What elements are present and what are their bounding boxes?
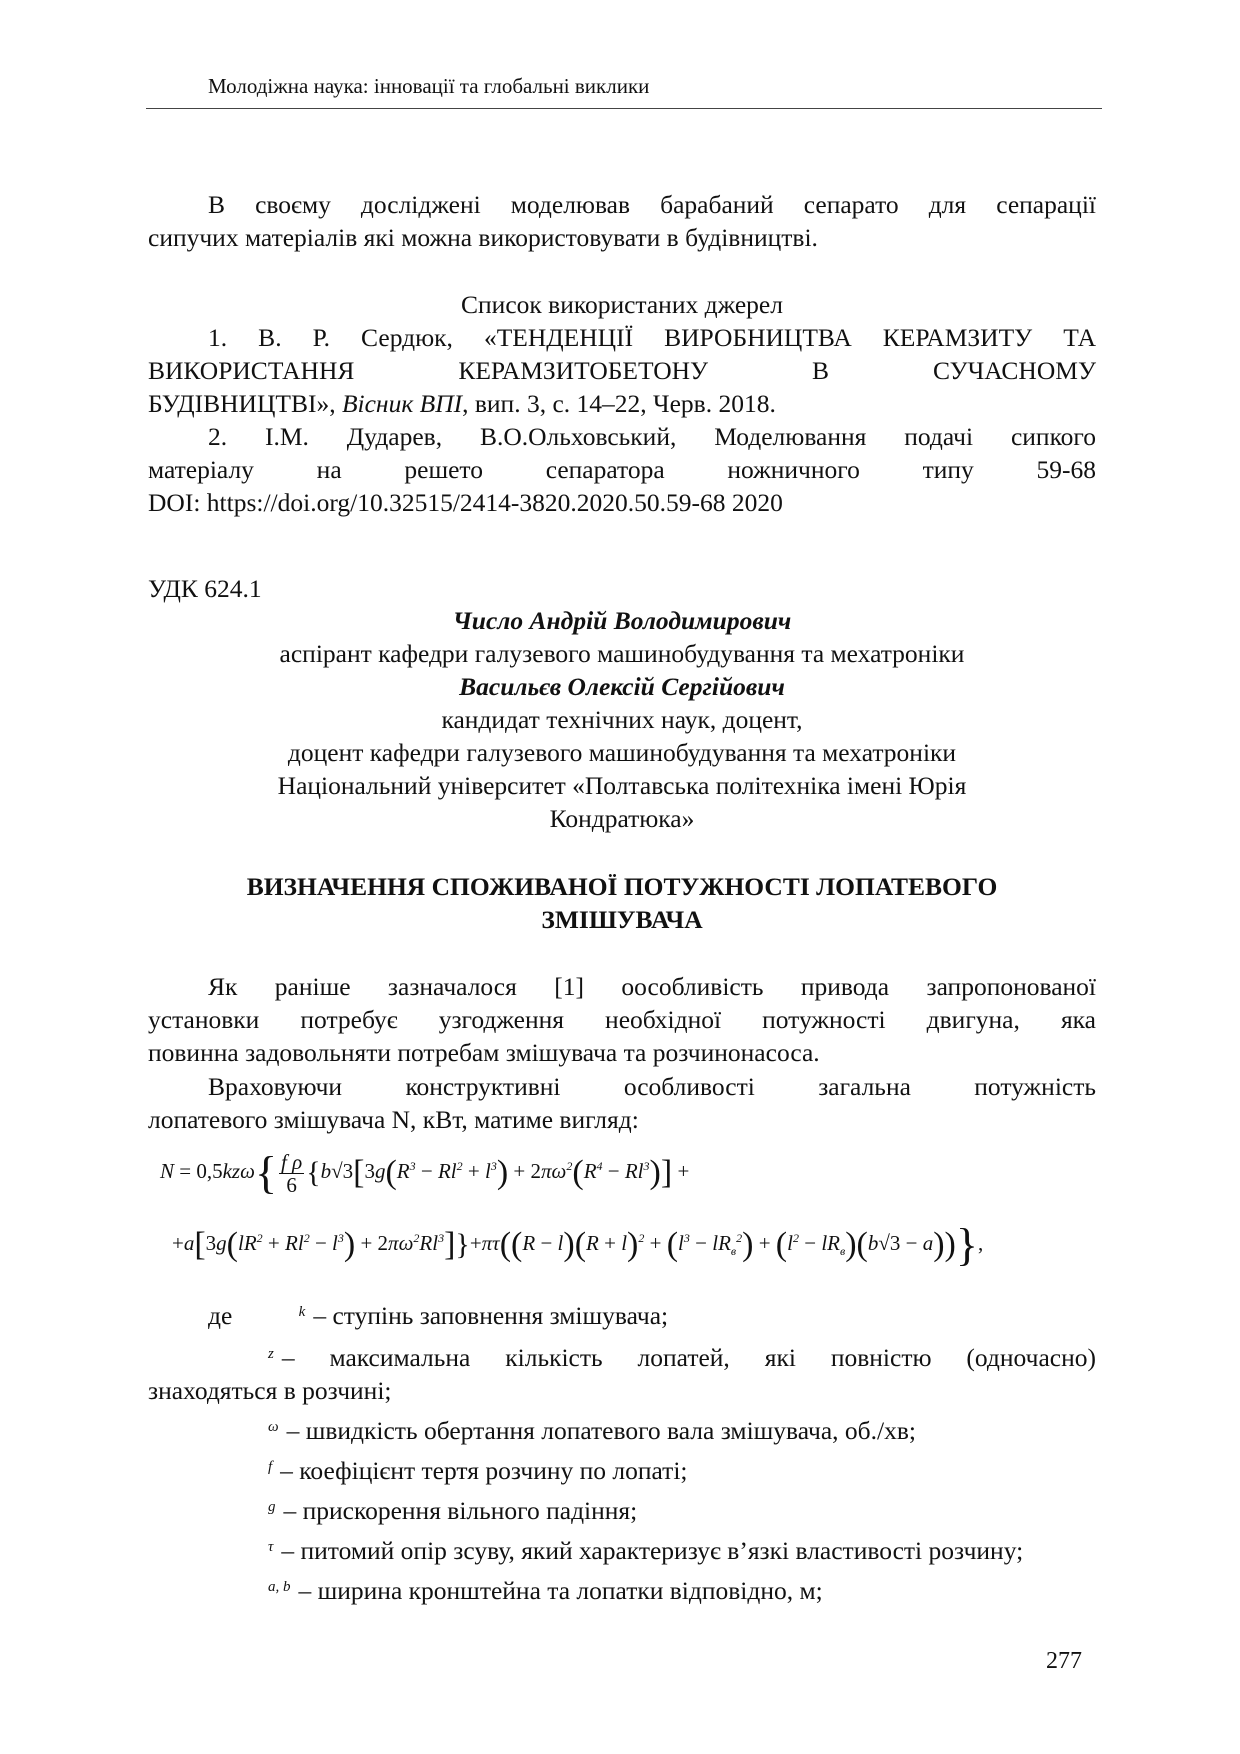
authors-block (148, 604, 1096, 835)
conclusion-line: сипучих матеріалів які можна використовувати в будівництві. (148, 223, 818, 252)
body-line: Враховуючи конструктивні особливості загальна потужність (208, 1072, 1096, 1101)
body-line: лопатевого змішувача N, кВт, матиме вигляд: (148, 1105, 639, 1134)
power-formula-line-1: N = 0,5kzω{ $\frac{\text{f ρ}}{6}$ {$b√3[3g(R^3 - Rl^2 + l^3) + 2\pi\omega^2(R^4 - Rl^3)]$ + (160, 1147, 690, 1198)
references-heading: Список використаних джерел (461, 290, 783, 319)
definition-text: – швидкість обертання лопатевого вала змішувача, об./хв; (286, 1416, 916, 1445)
article-title (148, 870, 1096, 936)
definition-text: – ступінь заповнення змішувача; (313, 1301, 669, 1330)
fraction: $\frac{\text{f ρ}}{6}$ (281, 1149, 303, 1197)
article-title-line: ВИЗНАЧЕННЯ СПОЖИВАНОЇ ПОТУЖНОСТІ ЛОПАТЕВОГО (246, 872, 998, 901)
definition-item (148, 1296, 1096, 1332)
page-number: 277 (1046, 1648, 1082, 1674)
reference-2-line: 2. І.М. Дударев, В.О.Ольховський, Моделювання подачі сипкого (208, 422, 1096, 451)
reference-1-line: ВИКОРИСТАННЯ КЕРАМЗИТОБЕТОНУ В СУЧАСНОМУ (148, 356, 1096, 385)
definition-item (148, 1338, 1096, 1374)
definition-item (148, 1531, 1096, 1567)
running-header: Молодіжна наука: інновації та глобальні виклики (208, 74, 650, 98)
author-1-name: Число Андрій Володимирович (452, 606, 792, 635)
definition-item (148, 1411, 1096, 1447)
author-2-name: Васильєв Олексій Сергійович (459, 672, 785, 701)
body-line: Як раніше зазначалося [1] оособливість привода запропонованої (208, 972, 1096, 1001)
definition-symbol: τ (268, 1539, 274, 1555)
reference-2-doi: DOI: https://doi.org/10.32515/2414-3820.2020.50.59-68 2020 (148, 488, 783, 517)
references-section (148, 288, 1096, 519)
formula-intro-paragraph (148, 1070, 1096, 1136)
affiliation-line: Національний університет «Полтавська політехніка імені Юрія (277, 771, 967, 800)
definition-text: – питомий опір зсуву, який характеризує в’язкі властивості розчину; (281, 1536, 1024, 1565)
author-2-degree: кандидат технічних наук, доцент, (441, 705, 803, 734)
definition-symbol: g (268, 1499, 276, 1515)
definition-symbol: ω (268, 1419, 279, 1435)
conclusion-paragraph (148, 188, 1096, 254)
author-2-position: доцент кафедри галузевого машинобудування та мехатроніки (287, 738, 957, 767)
conclusion-line: В своєму досліджені моделював барабаний сепарато для сепарації (208, 190, 1096, 219)
definition-item (148, 1451, 1096, 1487)
reference-1-text: БУДІВНИЦТВІ», (148, 389, 342, 418)
definition-item-continuation: знаходяться в розчині; (148, 1376, 392, 1405)
reference-2-line: матеріалу на решето сепаратора ножничного типу 59-68 (148, 455, 1096, 484)
power-formula-line-2: $+a[3g(lR^2 + Rl^2 - l^3) + 2\pi\omega^2Rl^3]\}+\pi\tau((R - l)(R + l)^2 + (l^3 - lR_в^2) + (l^2 - lR_в)(b√3 - a))$}, (172, 1219, 984, 1270)
definition-text: – ширина кронштейна та лопатки відповідно, м; (298, 1576, 823, 1605)
body-line: повинна задовольняти потребам змішувача та розчинонасоса. (148, 1038, 820, 1067)
article-title-line: ЗМІШУВАЧА (541, 905, 703, 934)
udc-code (148, 572, 1096, 605)
author-1-position: аспірант кафедри галузевого машинобудування та мехатроніки (279, 639, 965, 668)
definition-item (148, 1491, 1096, 1527)
definition-item (148, 1571, 1096, 1607)
definition-text: – максимальна кількість лопатей, які повністю (одночасно) (281, 1343, 1096, 1372)
definitions-list (148, 1296, 1096, 1607)
definition-symbol: a, b (268, 1579, 291, 1595)
body-line: установки потребує узгодження необхідної потужності двигуна, яка (148, 1005, 1096, 1034)
definition-text: – коефіцієнт тертя розчину по лопаті; (280, 1456, 688, 1485)
definition-prefix: де (208, 1301, 239, 1330)
header-rule (146, 108, 1102, 109)
reference-1-line (148, 387, 1096, 420)
definition-symbol: f (268, 1459, 273, 1475)
definition-text: – прискорення вільного падіння; (283, 1496, 638, 1525)
intro-paragraph (148, 970, 1096, 1069)
reference-1-line: 1. В. Р. Сердюк, «ТЕНДЕНЦІЇ ВИРОБНИЦТВА КЕРАМЗИТУ ТА (208, 323, 1096, 352)
affiliation-line: Кондратюка» (549, 804, 695, 833)
udc-line: УДК 624.1 (148, 574, 262, 603)
reference-1-details: , вип. 3, с. 14–22, Черв. 2018. (462, 389, 776, 418)
definition-symbol: k (298, 1304, 306, 1320)
reference-1-journal: Вісник ВПІ (341, 389, 463, 418)
definition-symbol: z (268, 1346, 274, 1362)
